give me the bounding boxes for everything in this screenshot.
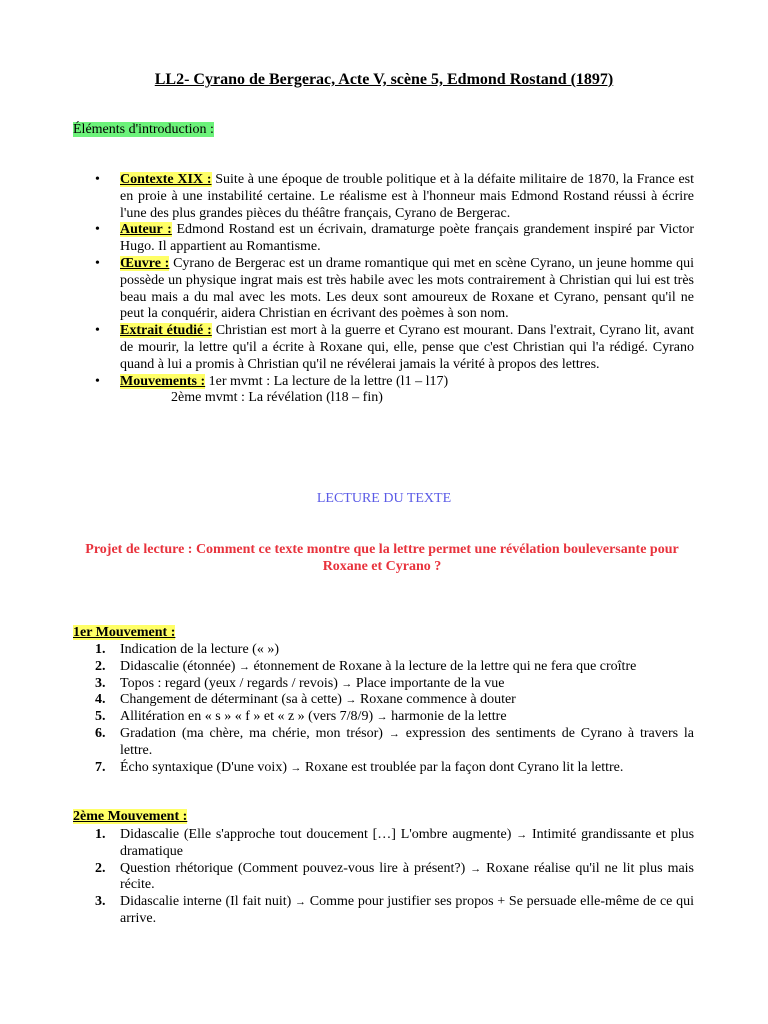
item-text: Didascalie interne (Il fait nuit) bbox=[120, 894, 292, 910]
list-item bbox=[120, 256, 694, 323]
list-item bbox=[120, 222, 694, 256]
arrow-icon: → bbox=[290, 761, 302, 774]
arrow-icon: → bbox=[341, 677, 353, 690]
item-label: Contexte XIX : bbox=[120, 172, 212, 187]
list-item bbox=[95, 675, 694, 693]
arrow-icon: → bbox=[516, 829, 528, 841]
item-text: Didascalie (étonnée) bbox=[120, 658, 236, 674]
item-result: Place importante de la vue bbox=[355, 675, 505, 691]
item-result: harmonie de la lettre bbox=[391, 709, 507, 725]
arrow-icon: → bbox=[470, 862, 482, 875]
item-number: 5. bbox=[95, 709, 106, 725]
item-label: Auteur : bbox=[120, 222, 172, 238]
item-text: Allitération en « s » « f » et « z » (vers 7/8/9) bbox=[120, 709, 374, 725]
list-item bbox=[95, 827, 695, 861]
item-result: Roxane commence à douter bbox=[359, 692, 516, 708]
item-text: Question rhétorique (Comment pouvez-vous lire à présent?) bbox=[120, 860, 466, 876]
arrow-icon: → bbox=[345, 694, 357, 707]
item-number: 2. bbox=[95, 860, 106, 876]
item-number: 6. bbox=[95, 725, 106, 741]
mvt1-list bbox=[95, 642, 695, 776]
item-text: Topos : regard (yeux / regards / revois) bbox=[120, 675, 338, 691]
mvt2-list bbox=[95, 827, 695, 928]
list-item bbox=[95, 692, 694, 709]
item-number: 4. bbox=[95, 692, 106, 708]
arrow-icon: → bbox=[376, 711, 388, 724]
intro-list bbox=[120, 172, 694, 407]
item-result: Intimité grandissante et plus dramatique bbox=[120, 827, 695, 859]
mvt2-heading bbox=[73, 809, 187, 826]
list-item bbox=[95, 894, 695, 928]
list-item bbox=[120, 323, 694, 373]
item-result: Comme pour justifier ses propos + Se persuade elle-même de ce qui arrive. bbox=[120, 894, 695, 926]
item-subline: 2ème mvmt : La révélation (l18 – fin) bbox=[171, 390, 383, 406]
arrow-icon: → bbox=[295, 896, 307, 909]
item-text: Suite à une époque de trouble politique et à la défaite militaire de 1870, la France est en proie à une instabilité certaine. Le réalisme est à l'honneur mais Edmond Rostand réussi à écrire l'une des plus grandes pièces du théâtre français, Cyrano de Bergerac. bbox=[120, 172, 695, 221]
item-number: 1. bbox=[95, 642, 106, 657]
item-text: Écho syntaxique (D'une voix) bbox=[120, 759, 287, 775]
intro-heading bbox=[73, 122, 214, 139]
projet-de-lecture: Projet de lecture : Comment ce texte montre que la lettre permet une révélation bouleversante pour Roxane et Cyrano ? bbox=[85, 542, 679, 574]
mvt2-heading-text: 2ème Mouvement : bbox=[73, 809, 188, 824]
item-text: Changement de déterminant (sa à cette) bbox=[120, 692, 342, 708]
arrow-icon: → bbox=[388, 727, 400, 740]
list-item bbox=[120, 172, 694, 222]
item-text: Edmond Rostand est un écrivain, dramaturge poète français grandement inspiré par Victor Hugo. Il appartient au Romantisme. bbox=[120, 222, 694, 255]
item-result: expression des sentiments de Cyrano à travers la lettre. bbox=[120, 725, 695, 758]
item-label: Œuvre : bbox=[120, 255, 170, 271]
list-item bbox=[95, 860, 695, 895]
item-result: étonnement de Roxane à la lecture de la lettre qui ne fera que croître bbox=[253, 658, 637, 674]
page-title: LL2- Cyrano de Bergerac, Acte V, scène 5, Edmond Rostand (1897) bbox=[154, 71, 614, 88]
item-number: 1. bbox=[95, 827, 106, 842]
item-text: Indication de la lecture (« ») bbox=[120, 642, 279, 657]
mvt1-heading bbox=[73, 625, 175, 642]
list-item bbox=[95, 759, 694, 777]
item-result: Roxane est troublée par la façon dont Cyrano lit la lettre. bbox=[304, 759, 624, 775]
item-label: Extrait étudié : bbox=[120, 323, 212, 339]
item-number: 2. bbox=[95, 658, 106, 674]
item-label: Mouvements : bbox=[120, 373, 206, 389]
item-number: 3. bbox=[95, 894, 106, 910]
lecture-heading: LECTURE DU TEXTE bbox=[316, 491, 452, 506]
item-text: Christian est mort à la guerre et Cyrano est mourant. Dans l'extrait, Cyrano lit, avant de mourir, la lettre qu'il a écrite à Roxane qui, elle, pense que c'est Christian qui l'a rédigé. Cyrano quand à lui a promis à Christian qu'il ne révélerai jamais la vérité à propos des lettres. bbox=[120, 323, 695, 372]
list-item bbox=[95, 709, 694, 726]
list-item bbox=[95, 658, 694, 676]
item-result: Roxane réalise qu'il ne lit plus mais récite. bbox=[120, 860, 695, 893]
list-item bbox=[95, 642, 694, 659]
item-text: Didascalie (Elle s'approche tout doucement […] L'ombre augmente) bbox=[120, 827, 512, 842]
item-text: Cyrano de Bergerac est un drame romantique qui met en scène Cyrano, un jeune homme qui possède un physique ingrat mais est très habile avec les mots contrairement à Christian qui lui est très beau mais a du mal avec les mots. Les deux sont amoureux de Roxane et Cyrano, pensant qu'il ne peut la conquérir, aidera Christian en écrivant des poèmes à son nom. bbox=[120, 255, 695, 322]
list-item bbox=[95, 725, 695, 760]
intro-heading-text: Éléments d'introduction : bbox=[73, 122, 214, 137]
item-text: Gradation (ma chère, ma chérie, mon trésor) bbox=[120, 725, 383, 741]
mvt1-heading-text: 1er Mouvement : bbox=[73, 625, 176, 640]
item-number: 3. bbox=[95, 675, 106, 691]
item-number: 7. bbox=[95, 759, 106, 775]
arrow-icon: → bbox=[238, 660, 250, 673]
item-text: 1er mvmt : La lecture de la lettre (l1 – l17) bbox=[205, 373, 449, 389]
list-item bbox=[120, 374, 694, 408]
